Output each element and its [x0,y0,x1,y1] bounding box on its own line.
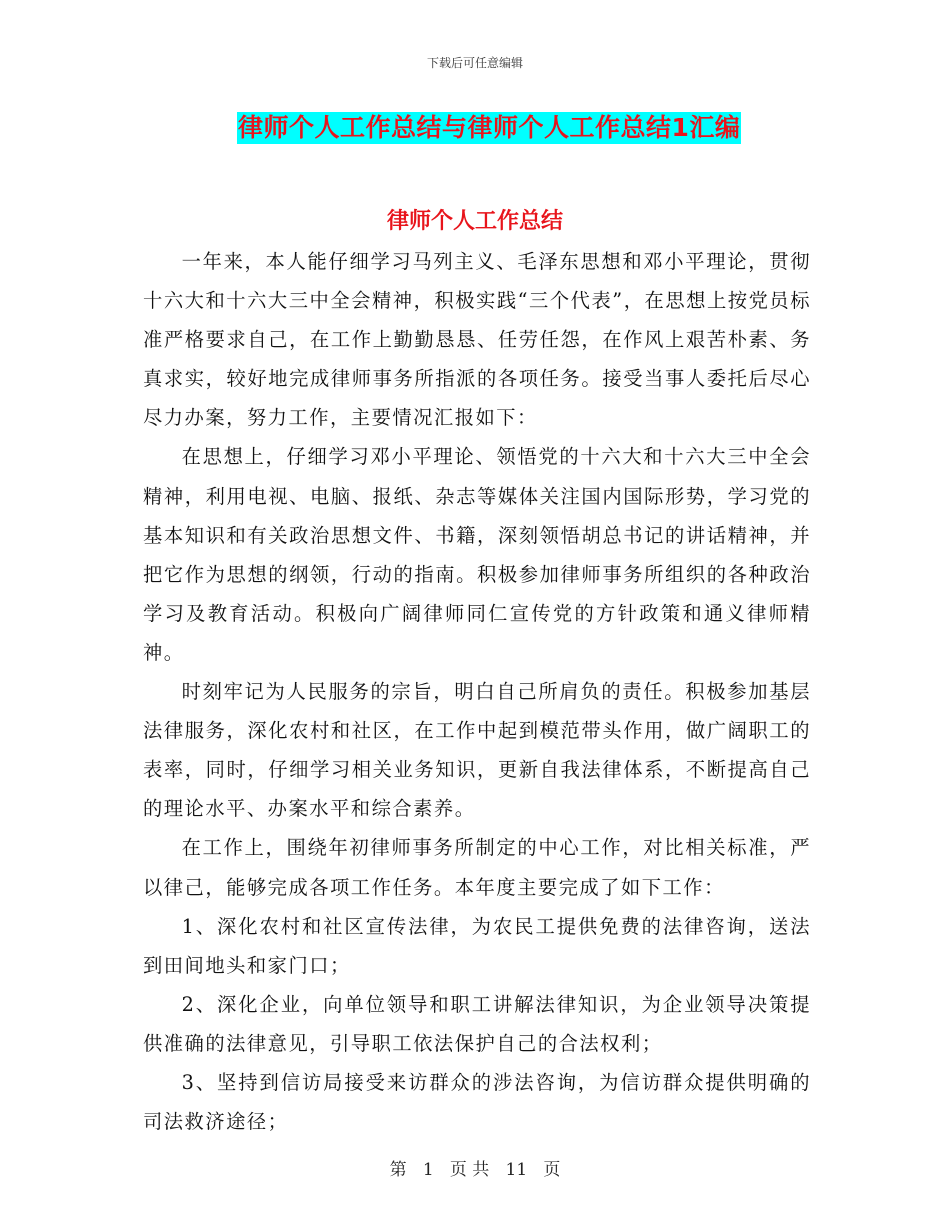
paragraph: 时刻牢记为人民服务的宗旨，明白自己所肩负的责任。积极参加基层法律服务，深化农村和社区，在工作中起到模范带头作用，做广阔职工的表率，同时，仔细学习相关业务知识，更新自我法律体系，不断提高自己的理论水平、办案水平和综合素养。 [143,680,811,821]
paragraph: 2、深化企业，向单位领导和职工讲解法律知识，为企业领导决策提供准确的法律意见，引导职工依法保护自己的合法权利； [143,992,811,1055]
document-body [143,242,811,1141]
footer-suffix: 页 [543,1160,561,1180]
paragraph: 在工作上，围绕年初律师事务所制定的中心工作，对比相关标准，严以律己，能够完成各项工作任务。本年度主要完成了如下工作： [143,836,811,899]
page-footer [0,1155,950,1180]
document-title: 律师个人工作总结与律师个人工作总结1汇编 [238,113,741,142]
header-note: 下载后可任意编辑 [426,56,523,70]
paragraph: 3、坚持到信访局接受来访群众的涉法咨询，为信访群众提供明确的司法救济途径； [143,1070,811,1134]
footer-prefix: 第 [389,1160,407,1180]
current-page-number: 1 [422,1160,434,1180]
paragraph: 在思想上，仔细学习邓小平理论、领悟党的十六大和十六大三中全会精神，利用电视、电脑、报纸、杂志等媒体关注国内国际形势，学习党的基本知识和有关政治思想文件、书籍，深刻领悟胡总书记的讲话精神，并把它作为思想的纲领，行动的指南。积极参加律师事务所组织的各种政治学习及教育活动。积极向广阔律师同仁宣传党的方针政策和通义律师精神。 [143,445,811,664]
section-title: 律师个人工作总结 [386,209,563,234]
paragraph: 1、深化农村和社区宣传法律，为农民工提供免费的法律咨询，送法到田间地头和家门口； [143,914,811,977]
total-page-count: 11 [505,1160,528,1180]
paragraph: 一年来，本人能仔细学习马列主义、毛泽东思想和邓小平理论，贯彻十六大和十六大三中全会精神，积极实践“三个代表”，在思想上按党员标准严格要求自己，在工作上勤勤恳恳、任劳任怨，在作风上艰苦朴素、务真求实，较好地完成律师事务所指派的各项任务。接受当事人委托后尽心尽力办案，努力工作，主要情况汇报如下： [143,250,811,430]
footer-middle: 页 共 [449,1160,490,1180]
